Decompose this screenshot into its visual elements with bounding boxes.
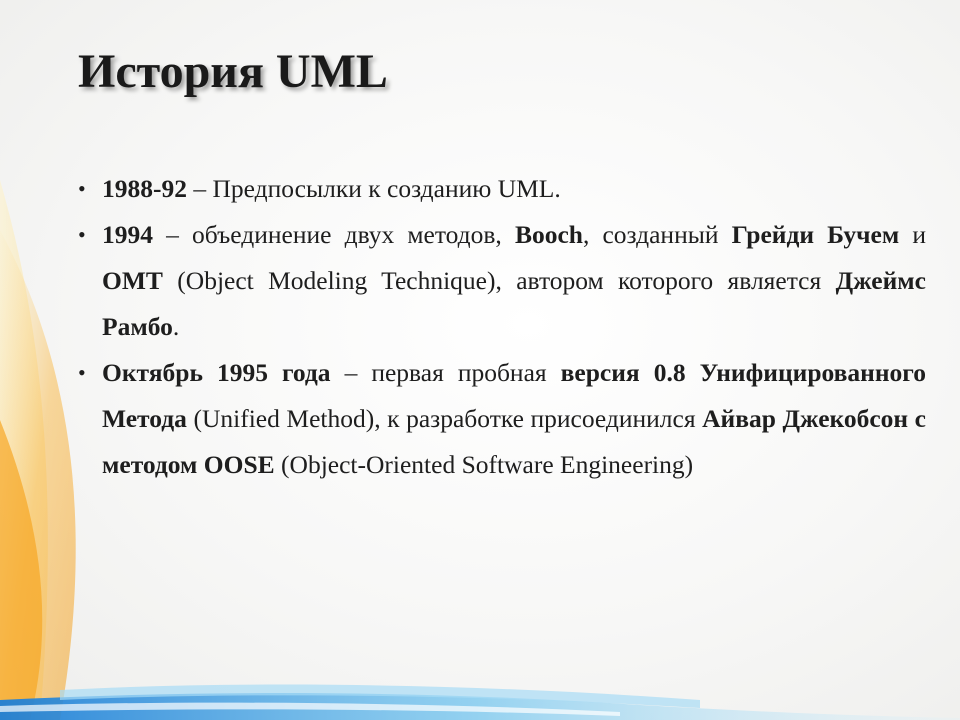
bullet-text-bold: Джеймс Рамбо bbox=[102, 266, 926, 341]
bullet-text-bold: 1994 bbox=[102, 220, 153, 249]
bullet-text-bold: Грейди Бучем bbox=[731, 220, 900, 249]
bullet-text: (Object Modeling Technique), автором которого является bbox=[162, 266, 836, 295]
bullet-text: , созданный bbox=[582, 220, 732, 249]
bullet-text-bold: версия 0.8 Унифицированного Метода bbox=[102, 358, 926, 433]
list-item bbox=[76, 166, 926, 212]
bullet-text-bold: Октябрь 1995 года bbox=[102, 358, 331, 387]
bullet-text-bold: Айвар Джекобсон с методом OOSE bbox=[102, 404, 926, 479]
bullet-text-bold: Booch bbox=[514, 220, 583, 249]
bullet-text: (Object-Oriented Software Engineering) bbox=[274, 450, 694, 479]
bullet-marker: • bbox=[78, 222, 86, 247]
list-item bbox=[76, 350, 926, 488]
bullet-text: и bbox=[899, 220, 926, 249]
bullet-marker: • bbox=[78, 360, 86, 385]
bullet-text-bold: OMT bbox=[102, 266, 163, 295]
bullet-text: – объединение двух методов, bbox=[153, 220, 515, 249]
bullet-text: – Предпосылки к созданию UML. bbox=[187, 174, 561, 203]
bullet-text: . bbox=[172, 312, 180, 341]
bullet-marker: • bbox=[78, 176, 86, 201]
bullet-list bbox=[76, 166, 926, 488]
bullet-text-bold: 1988-92 bbox=[102, 174, 187, 203]
list-item bbox=[76, 212, 926, 350]
page-title: История UML bbox=[78, 45, 388, 98]
bullet-text: – первая пробная bbox=[330, 358, 561, 387]
bullet-text: (Unified Method), к разработке присоединился bbox=[186, 404, 703, 433]
